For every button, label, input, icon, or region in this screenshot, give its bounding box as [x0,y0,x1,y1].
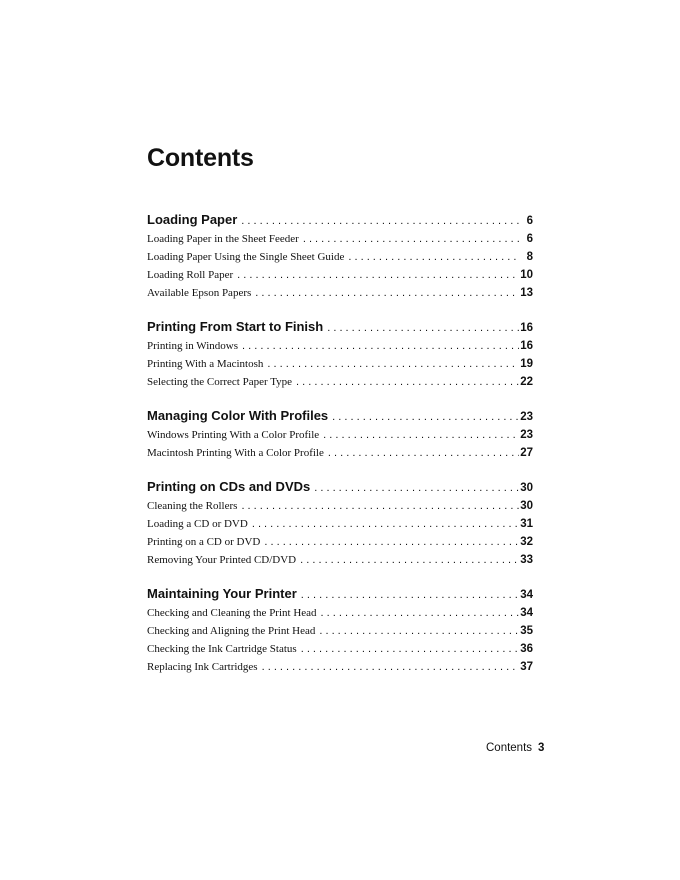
toc-entry-label: Available Epson Papers [147,287,252,299]
toc-page-number: 30 [520,500,533,512]
toc-page-number: 30 [520,482,533,494]
toc-section-title: Printing on CDs and DVDs [147,479,311,494]
toc-entry[interactable] [147,500,533,518]
toc-page-number: 22 [520,376,533,388]
toc-entry[interactable] [147,251,533,269]
dot-leader [317,607,519,619]
toc-entry-label: Loading Paper Using the Single Sheet Guide [147,251,345,263]
toc-page-number: 33 [520,554,533,566]
toc-page-number: 10 [520,269,533,281]
toc-section-title: Managing Color With Profiles [147,408,329,423]
toc-page-number: 36 [520,643,533,655]
toc-page-number: 34 [520,607,533,619]
dot-leader [323,322,519,334]
dot-leader [328,411,519,423]
dot-leader [237,500,519,512]
toc-entry[interactable] [147,643,533,661]
toc-section [147,408,533,465]
toc-section-heading[interactable] [147,319,533,340]
toc-page-number: 23 [520,429,533,441]
toc-page-number: 31 [520,518,533,530]
toc-page-number: 35 [520,625,533,637]
toc-entry-label: Printing With a Macintosh [147,358,264,370]
toc-page-number: 13 [520,287,533,299]
toc-page-number: 6 [526,233,533,245]
toc-page-number: 37 [520,661,533,673]
toc-page-number: 16 [520,322,533,334]
toc-entry[interactable] [147,269,533,287]
toc-page-number: 32 [520,536,533,548]
dot-leader [324,447,519,459]
toc-entry[interactable] [147,536,533,554]
page-footer [486,742,544,754]
toc-page-number: 23 [520,411,533,423]
dot-leader [258,661,519,673]
dot-leader [251,287,519,299]
dot-leader [297,643,519,655]
dot-leader [233,269,519,281]
dot-leader [296,554,519,566]
dot-leader [292,376,519,388]
dot-leader [319,429,519,441]
toc-page-number: 34 [520,589,533,601]
toc-entry-label: Macintosh Printing With a Color Profile [147,447,324,459]
toc-page-number: 16 [520,340,533,352]
toc-section [147,212,533,305]
footer-page-number: 3 [538,742,545,754]
toc-entry-label: Checking and Cleaning the Print Head [147,607,317,619]
toc-entry[interactable] [147,661,533,679]
toc-entry[interactable] [147,233,533,251]
toc-entry[interactable] [147,358,533,376]
toc-section-heading[interactable] [147,586,533,607]
toc-entry-label: Loading Paper in the Sheet Feeder [147,233,299,245]
toc-entry[interactable] [147,376,533,394]
toc-entry-label: Checking and Aligning the Print Head [147,625,316,637]
toc-entry-label: Windows Printing With a Color Profile [147,429,320,441]
footer-label: Contents [486,742,533,754]
toc-entry-label: Removing Your Printed CD/DVD [147,554,297,566]
toc-entry[interactable] [147,518,533,536]
toc-entry-label: Cleaning the Rollers [147,500,238,512]
toc-entry[interactable] [147,625,533,643]
toc-entry-label: Printing on a CD or DVD [147,536,261,548]
dot-leader [310,482,519,494]
toc-section-title: Maintaining Your Printer [147,586,297,601]
toc-page-number: 19 [520,358,533,370]
dot-leader [263,358,519,370]
dot-leader [315,625,519,637]
toc-entry[interactable] [147,607,533,625]
toc-entry-label: Printing in Windows [147,340,239,352]
toc-section-title: Printing From Start to Finish [147,319,324,334]
toc-entry-label: Loading a CD or DVD [147,518,248,530]
toc-section-heading[interactable] [147,408,533,429]
toc-section [147,319,533,394]
dot-leader [248,518,519,530]
toc-section-title: Loading Paper [147,212,238,227]
toc-entry-label: Selecting the Correct Paper Type [147,376,293,388]
dot-leader [297,589,519,601]
page-title: Contents [147,144,254,172]
toc-section-heading[interactable] [147,479,533,500]
toc-entry-label: Checking the Ink Cartridge Status [147,643,297,655]
dot-leader [299,233,519,245]
dot-leader [344,251,519,263]
dot-leader [238,340,519,352]
toc-section [147,479,533,572]
toc-section [147,586,533,679]
toc-entry[interactable] [147,554,533,572]
table-of-contents [147,212,533,693]
toc-page-number: 6 [526,215,533,227]
toc-entry[interactable] [147,287,533,305]
toc-page-number: 8 [526,251,533,263]
toc-page-number: 27 [520,447,533,459]
toc-entry-label: Replacing Ink Cartridges [147,661,258,673]
toc-section-heading[interactable] [147,212,533,233]
dot-leader [237,215,519,227]
dot-leader [260,536,519,548]
toc-entry[interactable] [147,447,533,465]
toc-entry-label: Loading Roll Paper [147,269,234,281]
toc-entry[interactable] [147,429,533,447]
toc-entry[interactable] [147,340,533,358]
